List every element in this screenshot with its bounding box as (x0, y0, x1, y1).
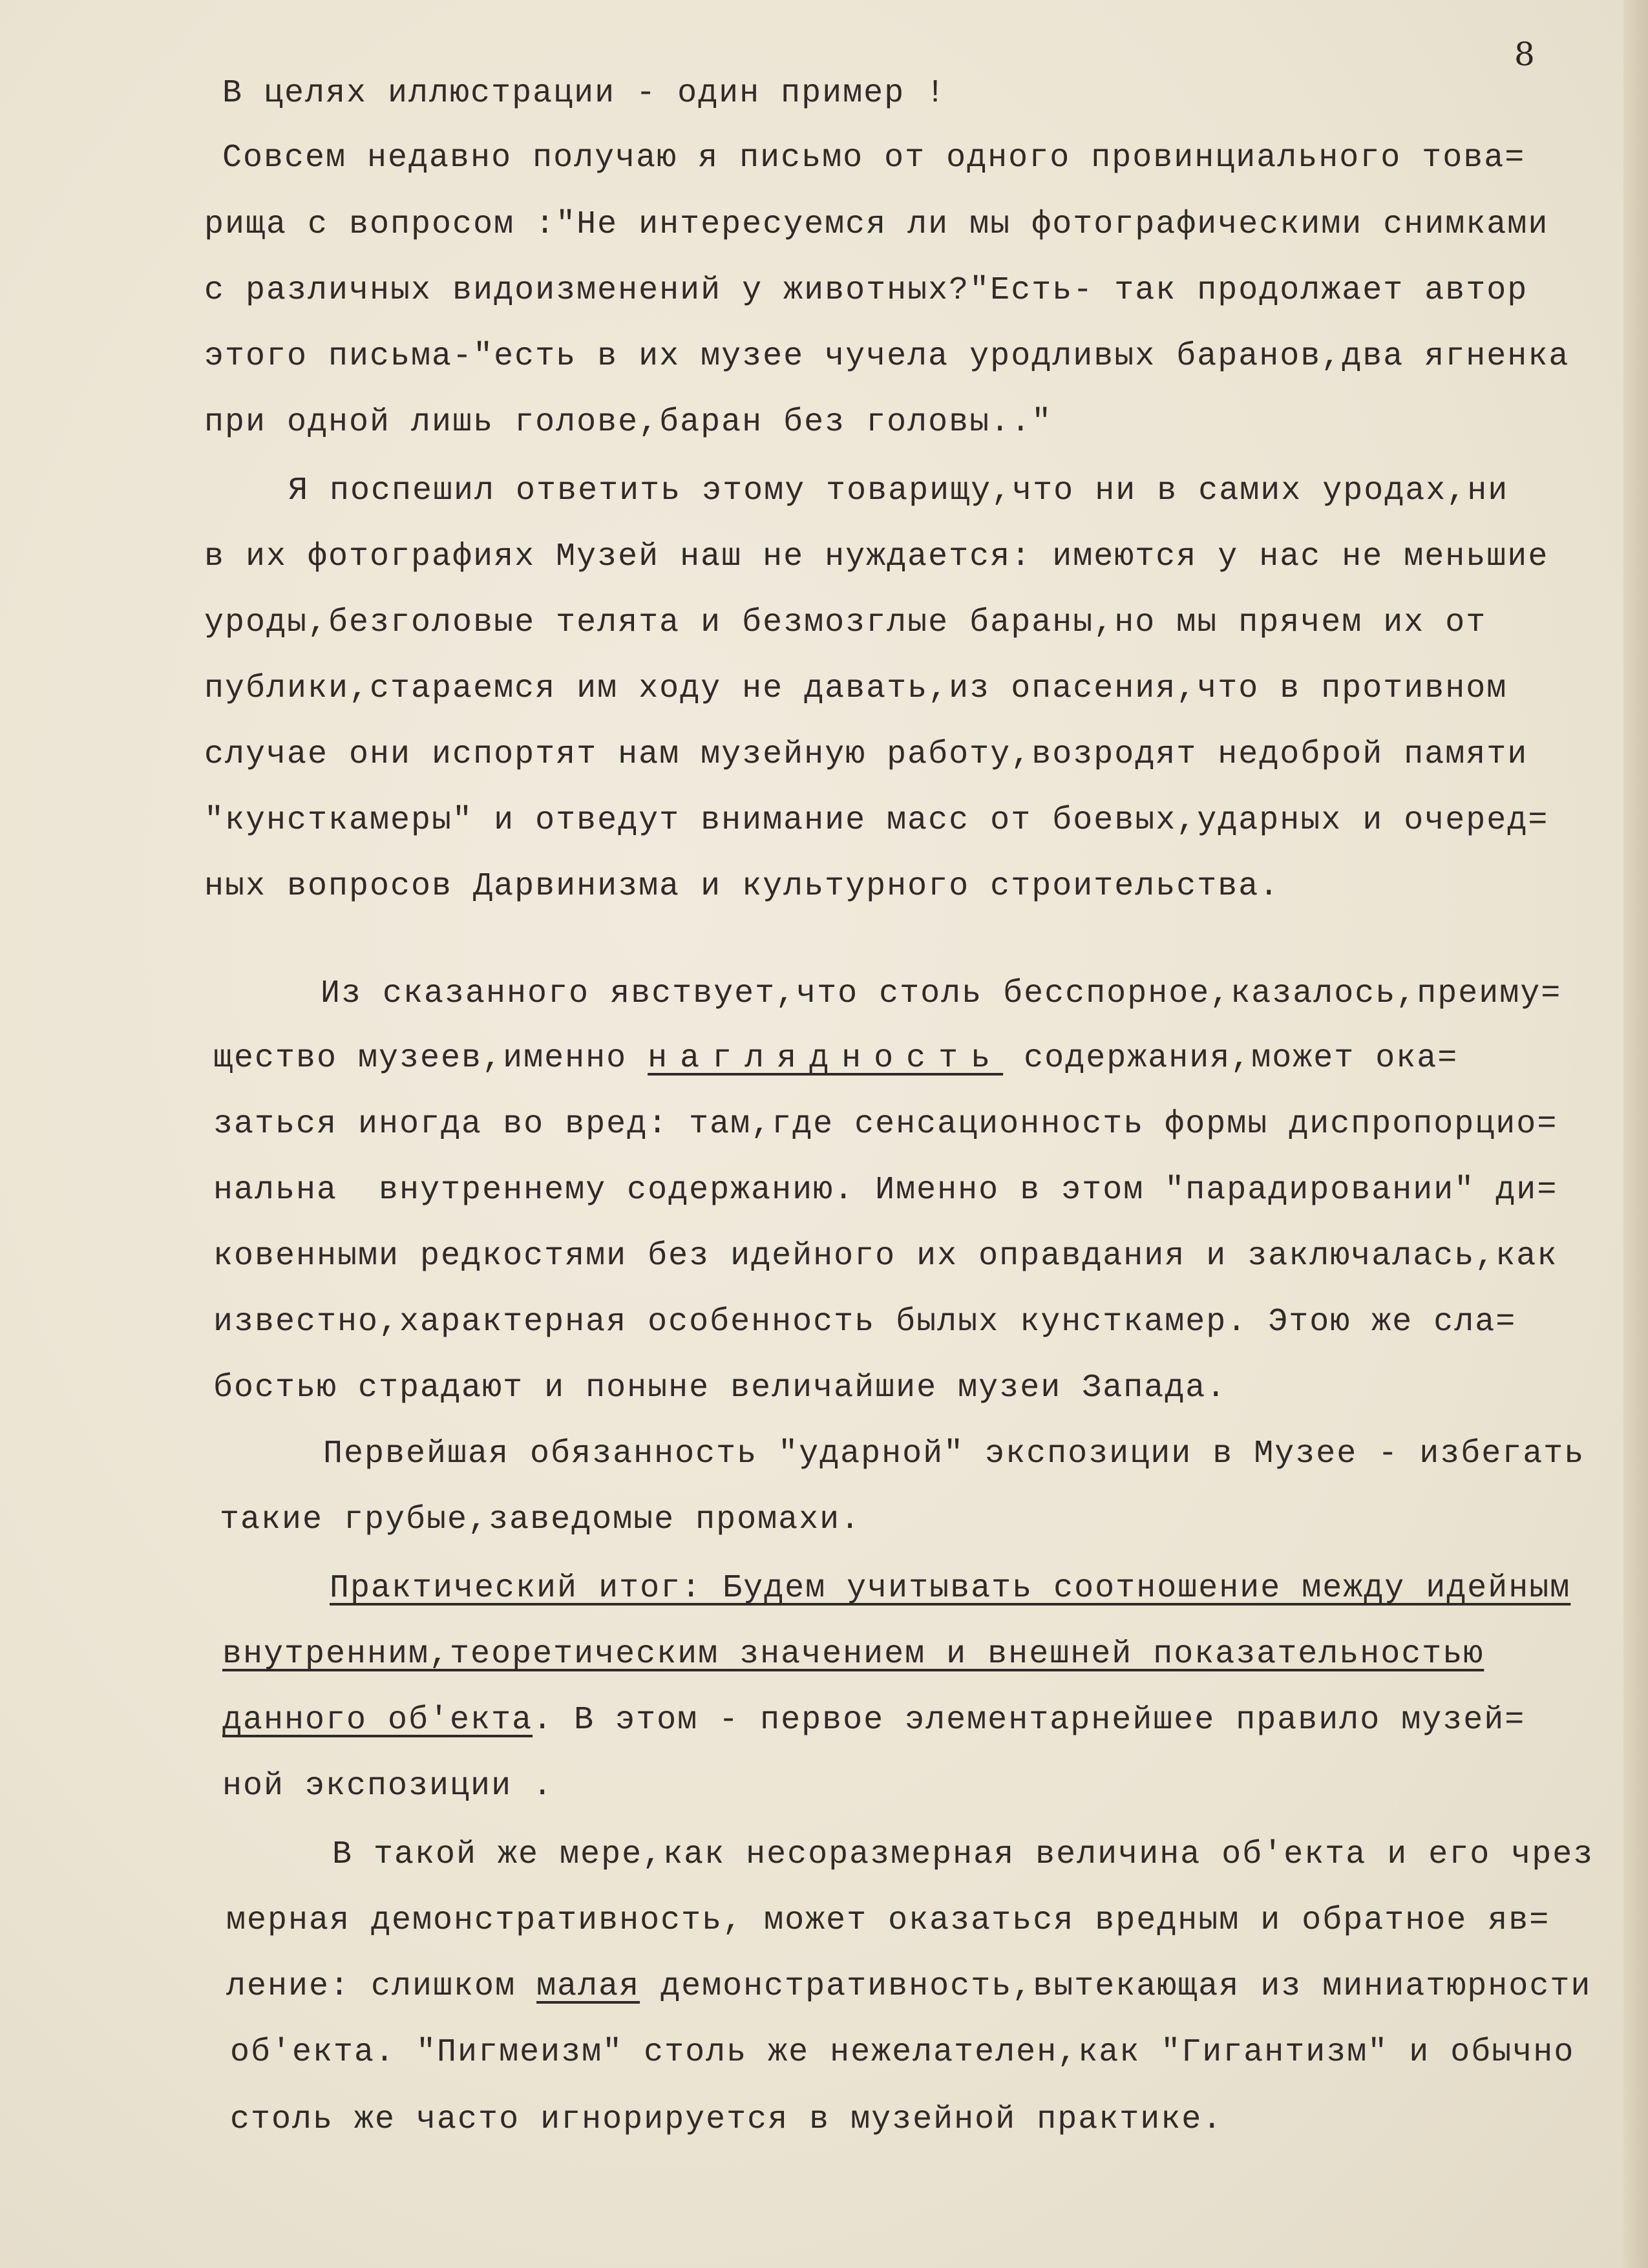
text-line: заться иногда во вред: там,где сенсационность формы диспропорцио= (213, 1106, 1558, 1143)
underlined-phrase: Практический итог: Будем учитывать соотношение между идейным (330, 1570, 1571, 1607)
line-segment: демонстративность,вытекающая из миниатюрности (640, 1968, 1592, 2005)
underlined-phrase: внутренним,теоретическим значением и внешней показательностью (222, 1636, 1484, 1673)
text-line: об'екта. "Пигмеизм" столь же нежелателен,как "Гигантизм" и обычно (230, 2034, 1575, 2071)
line-segment: ление: слишком (226, 1968, 537, 2005)
page-edge (1623, 0, 1648, 2268)
text-line: В такой же мере,как несоразмерная величина об'екта и его чрез (332, 1836, 1594, 1873)
text-line: при одной лишь голове,баран без головы.." (204, 404, 1053, 441)
underlined-word: малая (536, 1968, 640, 2005)
text-line: в их фотографиях Музей наш не нуждается: имеются у нас не меньшие (204, 538, 1549, 575)
page-number: 8 (1514, 36, 1535, 73)
text-line: Я поспешил ответить этому товарищу,что ни в самих уродах,ни (288, 472, 1509, 509)
text-line: этого письма-"есть в их музее чучела уродливых баранов,два ягненка (204, 338, 1570, 375)
text-line-with-emphasis (222, 1701, 1525, 1740)
text-line: столь же часто игнорируется в музейной практике. (230, 2101, 1223, 2138)
text-line: мерная демонстративность, может оказаться вредным и обратное яв= (226, 1902, 1550, 1939)
text-line: с различных видоизменений у животных?"Есть- так продолжает автор (204, 272, 1528, 309)
text-line: ных вопросов Дарвинизма и культурного строительства. (204, 868, 1280, 905)
line-segment: . В этом - первое элементарнейшее правило музей= (533, 1702, 1526, 1739)
text-line: такие грубые,заведомые промахи. (220, 1501, 861, 1538)
underlined-word: наглядность (648, 1040, 1004, 1077)
text-line: Из сказанного явствует,что столь бесспорное,казалось,преиму= (321, 975, 1562, 1012)
text-line: Совсем недавно получаю я письмо от одного провинциального това= (222, 140, 1526, 176)
text-line: Первейшая обязанность "ударной" экспозиции в Музее - избегать (323, 1436, 1585, 1472)
text-line: рища с вопросом :"Не интересуемся ли мы фотографическими снимками (204, 206, 1549, 243)
text-line: "кунсткамеры" и отведут внимание масс от боевых,ударных и очеред= (204, 802, 1549, 839)
text-line: ной экспозиции . (222, 1768, 554, 1805)
underlined-phrase: данного об'екта (222, 1702, 533, 1739)
text-line: уроды,безголовые телята и безмозглые бараны,но мы прячем их от (204, 604, 1487, 641)
text-line: случае они испортят нам музейную работу,возродят недоброй памяти (204, 736, 1528, 773)
text-line-with-emphasis (226, 1967, 1591, 2006)
text-line: В целях иллюстрации - один пример ! (222, 75, 947, 112)
text-line: нальна внутреннему содержанию. Именно в этом "парадировании" ди= (213, 1172, 1558, 1209)
text-line: известно,характерная особенность былых кунсткамер. Этою же сла= (213, 1304, 1517, 1341)
text-line-underlined (330, 1569, 1570, 1608)
text-line: ковенными редкостями без идейного их оправдания и заключалась,как (213, 1238, 1558, 1275)
text-line-underlined (222, 1635, 1484, 1674)
text-line: публики,стараемся им ходу не давать,из опасения,что в противном (204, 670, 1508, 707)
text-line: бостью страдают и поныне величайшие музеи Запада. (213, 1370, 1227, 1406)
line-segment: содержания,может ока= (1003, 1040, 1459, 1077)
text-line-with-emphasis (213, 1039, 1458, 1078)
line-segment: щество музеев,именно (213, 1040, 648, 1077)
